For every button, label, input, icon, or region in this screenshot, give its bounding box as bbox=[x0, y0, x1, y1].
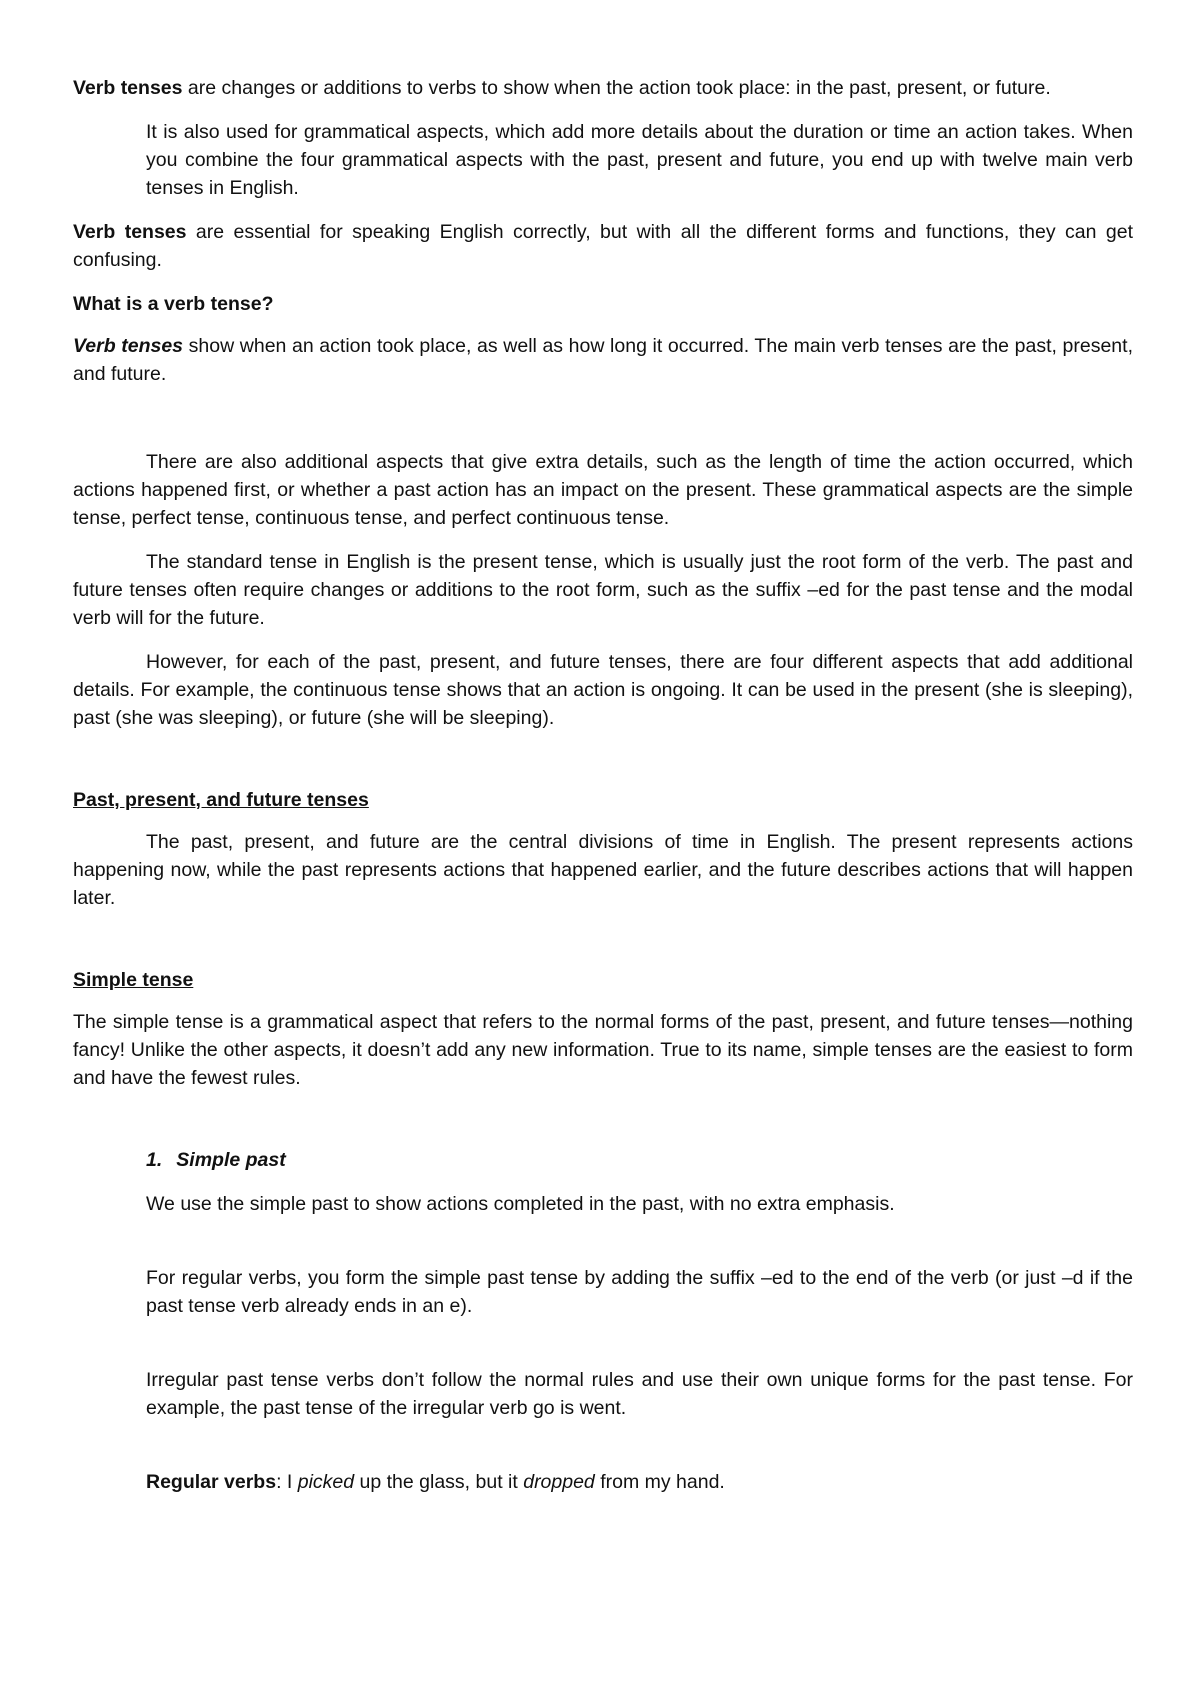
blank-line bbox=[73, 748, 1133, 786]
regular-verbs-rule-paragraph: For regular verbs, you form the simple past tense by adding the suffix –ed to the end of the verb (or just –d if the past tense verb already ends in an e). bbox=[146, 1267, 1133, 1317]
blank-line bbox=[73, 928, 1133, 966]
simple-past-use-paragraph: We use the simple past to show actions completed in the past, with no extra emphasis. bbox=[146, 1193, 895, 1215]
heading-simple-tense: Simple tense bbox=[73, 969, 194, 991]
simple-tense-paragraph: The simple tense is a grammatical aspect that refers to the normal forms of the past, present, and future tenses—nothing fancy! Unlike the other aspects, it doesn’t add any new information. True to its name, simple tenses are the easiest to form and have the fewest rules. bbox=[73, 1011, 1133, 1089]
heading-past-present-future: Past, present, and future tenses bbox=[73, 789, 369, 811]
example-text-2: up the glass, but it bbox=[354, 1471, 524, 1493]
list-title: Simple past bbox=[176, 1149, 286, 1171]
example-text-3: from my hand. bbox=[594, 1471, 725, 1493]
standard-tense-paragraph: The standard tense in English is the present tense, which is usually just the root form of the verb. The past and future tenses often require changes or additions to the root form, such as the suffix –ed for the past tense and the modal verb will for the future. bbox=[73, 551, 1133, 629]
irregular-verbs-paragraph: Irregular past tense verbs don’t follow the normal rules and use their own unique forms for the past tense. For example, the past tense of the irregular verb go is went. bbox=[146, 1369, 1133, 1419]
intro-text: are changes or additions to verbs to show when the action took place: in the past, present, or future. bbox=[182, 77, 1051, 99]
definition-text: show when an action took place, as well as how long it occurred. The main verb tenses are the past, present, and future. bbox=[73, 335, 1133, 385]
blank-line bbox=[73, 1234, 1133, 1264]
blank-line bbox=[73, 1438, 1133, 1468]
four-aspects-paragraph: However, for each of the past, present, and future tenses, there are four different aspects that add additional details. For example, the continuous tense shows that an action is ongoing. It can be used in the present (she is sleeping), past (she was sleeping), or future (she will be sleeping). bbox=[73, 651, 1133, 729]
example-verb-dropped: dropped bbox=[523, 1471, 595, 1493]
aspects-paragraph: It is also used for grammatical aspects, which add more details about the duration or time an action takes. When you combine the four grammatical aspects with the past, present and future, you end up with twelve main verb tenses in English. bbox=[146, 121, 1133, 199]
blank-line bbox=[73, 404, 1133, 448]
term-verb-tenses: Verb tenses bbox=[73, 77, 183, 99]
essential-paragraph bbox=[73, 218, 1133, 274]
heading-what-is-verb-tense: What is a verb tense? bbox=[73, 293, 274, 315]
definition-paragraph bbox=[73, 332, 1133, 388]
additional-aspects-paragraph: There are also additional aspects that give extra details, such as the length of time the action occurred, which actions happened first, or whether a past action has an impact on the present. These grammatical aspects are the simple tense, perfect tense, continuous tense, and perfect continuous tense. bbox=[73, 451, 1133, 529]
divisions-paragraph: The past, present, and future are the central divisions of time in English. The present represents actions happening now, while the past represents actions that happened earlier, and the future describes actions that will happen later. bbox=[73, 831, 1133, 909]
blank-line bbox=[73, 1336, 1133, 1366]
intro-paragraph bbox=[73, 74, 1133, 102]
document-page bbox=[73, 74, 1133, 1512]
example-verb-picked: picked bbox=[297, 1471, 355, 1493]
blank-line bbox=[73, 1108, 1133, 1146]
list-number: 1. bbox=[146, 1149, 163, 1171]
example-text-1: : I bbox=[276, 1471, 298, 1493]
regular-verbs-example bbox=[146, 1468, 1133, 1496]
term-verb-tenses-2: Verb tenses bbox=[73, 221, 187, 243]
term-verb-tenses-3: Verb tenses bbox=[73, 335, 184, 357]
example-label: Regular verbs bbox=[146, 1471, 277, 1493]
list-item-simple-past bbox=[146, 1146, 1133, 1174]
essential-text: are essential for speaking English correctly, but with all the different forms and functions, they can get confusing. bbox=[73, 221, 1133, 271]
